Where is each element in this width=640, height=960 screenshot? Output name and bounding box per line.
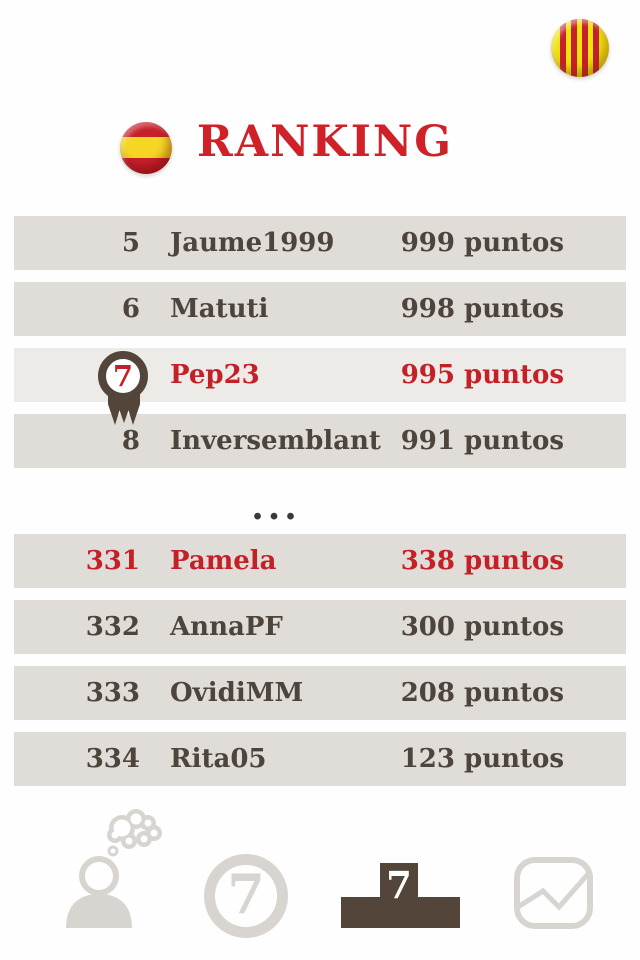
ranking-row (14, 732, 626, 786)
player-points: 208 puntos (400, 678, 564, 708)
player-name: Jaume1999 (170, 228, 335, 258)
player-name: Inversemblant (170, 426, 381, 456)
page-title: RANKING (197, 117, 453, 167)
person-thought-bubble-icon (30, 806, 170, 934)
player-points: 991 puntos (400, 426, 564, 456)
catalonia-flag-icon[interactable] (551, 19, 609, 77)
medal-rank-number: 7 (98, 351, 148, 401)
player-name: Matuti (170, 294, 269, 324)
ranking-row (14, 600, 626, 654)
player-name: Pamela (170, 546, 277, 576)
rank-medal-icon (98, 349, 150, 429)
ranking-row (14, 534, 626, 588)
ranking-separator (14, 480, 626, 534)
player-points: 998 puntos (400, 294, 564, 324)
player-points: 995 puntos (400, 360, 564, 390)
player-name: Pep23 (170, 360, 260, 390)
ranking-row (14, 666, 626, 720)
rank-number: 6 (121, 294, 140, 324)
ranking-rows-top (14, 216, 626, 468)
circle-rank-number: 7 (227, 862, 265, 926)
separator-dots: ... (251, 486, 301, 528)
ranking-row (14, 348, 626, 402)
player-points: 300 puntos (400, 612, 564, 642)
player-points: 338 puntos (400, 546, 564, 576)
rank-number: 334 (85, 744, 140, 774)
player-points: 999 puntos (400, 228, 564, 258)
rank-number: 5 (121, 228, 140, 258)
spain-flag-icon (120, 122, 172, 174)
ranking-rows-bottom (14, 534, 626, 786)
player-points: 123 puntos (400, 744, 564, 774)
rank-number: 332 (85, 612, 140, 642)
ranking-table (14, 216, 626, 798)
ranking-row (14, 216, 626, 270)
nav-profile-thinking[interactable] (30, 806, 170, 934)
podium-rank-number: 7 (386, 863, 412, 907)
player-name: OvidiMM (170, 678, 304, 708)
nav-podium-active[interactable] (341, 863, 460, 928)
player-name: Rita05 (170, 744, 267, 774)
rank-number: 331 (85, 546, 140, 576)
nav-rank-circle[interactable] (204, 854, 288, 938)
player-name: AnnaPF (170, 612, 283, 642)
ranking-row (14, 282, 626, 336)
line-chart-icon (503, 850, 603, 938)
rank-number: 8 (121, 426, 140, 456)
rank-number: 333 (85, 678, 140, 708)
nav-stats[interactable] (503, 850, 603, 938)
